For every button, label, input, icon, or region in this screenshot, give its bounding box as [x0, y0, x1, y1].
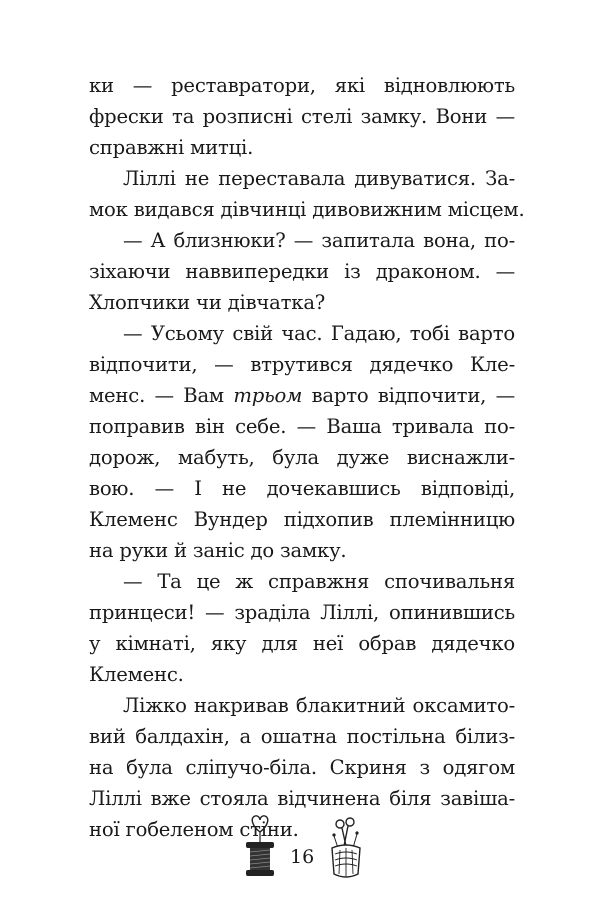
text-line: фрески та розписні стелі замку. Вони —: [89, 105, 515, 128]
text-line: вий балдахін, а ошатна постільна білиз-: [89, 725, 515, 748]
text-line: мок видався дівчинці дивовижним місцем.: [89, 198, 525, 221]
text-line-with-italic: менс. — Вам трьом варто відпочити, —: [89, 384, 515, 407]
text-line: поправив він себе. — Ваша тривала по-: [89, 415, 515, 438]
text-line: Ліжко накривав блакитний оксамито-: [123, 694, 515, 717]
text-line: у кімнаті, яку для неї обрав дядечко: [89, 632, 515, 655]
paragraph: [89, 163, 525, 225]
page-number: 16: [290, 846, 315, 868]
text-line: на руки й заніс до замку.: [89, 539, 347, 562]
text-line: Клеменс Вундер підхопив племінницю: [89, 508, 515, 531]
text-line: зіхаючи наввипередки із драконом. —: [89, 260, 515, 283]
text-line: Клеменс.: [89, 663, 184, 686]
text-line: відпочити, — втрутився дядечко Кле-: [89, 353, 515, 376]
text-line: ки — реставратори, які відновлюють: [89, 74, 515, 97]
page-footer: [0, 810, 600, 890]
text-line: — А близнюки? — запитала вона, по-: [123, 229, 515, 252]
italic-word: трьом: [233, 384, 303, 407]
text-line: — Усьому свій час. Гадаю, тобі варто: [123, 322, 515, 345]
text-line: дорож, мабуть, була дуже виснажли-: [89, 446, 515, 469]
text-line: Ліллі не переставала дивуватися. За-: [123, 167, 515, 190]
text-line: ної гобеленом стіни.: [89, 818, 299, 841]
text-line: Хлопчики чи дівчатка?: [89, 291, 326, 314]
paragraph: [89, 70, 515, 163]
paragraph: [89, 566, 515, 690]
text-line: вою. — І не дочекавшись відповіді,: [89, 477, 515, 500]
paragraph: [89, 225, 515, 318]
page-body: [89, 70, 525, 845]
paragraph: [89, 318, 515, 566]
thread-spool-icon: [240, 812, 280, 884]
text-line: принцеси! — зраділа Ліллі, опинившись: [89, 601, 515, 624]
text-line: — Та це ж справжня спочивальня: [123, 570, 515, 593]
pincushion-with-scissors-icon: [326, 816, 366, 886]
text-line: на була сліпучо-біла. Скриня з одягом: [89, 756, 515, 779]
text-line: Ліллі вже стояла відчинена біля завіша-: [89, 787, 515, 810]
text-line: справжні митці.: [89, 136, 254, 159]
